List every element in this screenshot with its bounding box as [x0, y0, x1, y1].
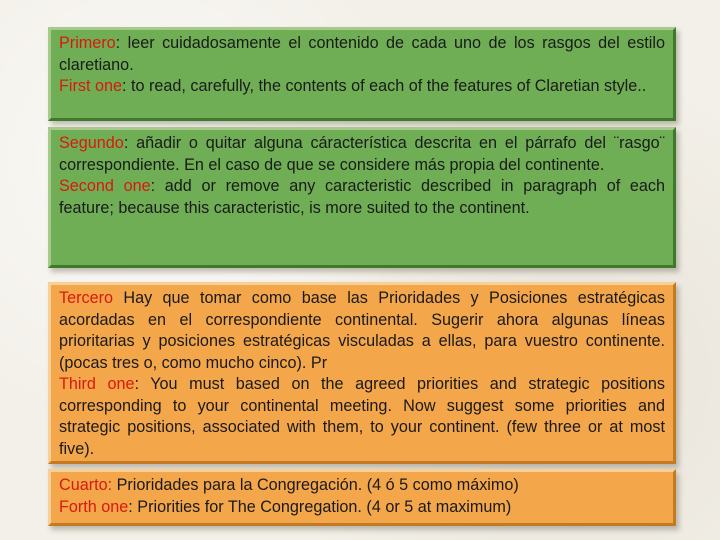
paragraph-spanish: [59, 133, 665, 176]
step-box-first: [48, 27, 676, 121]
paragraph-english: [59, 374, 665, 460]
step-text: : add or remove any caracteristic described in paragraph of each feature; because this caracteristic, is more suited to the continent.: [59, 177, 665, 217]
step-box-third: [48, 282, 676, 464]
step-text: Prioridades para la Congregación. (4 ó 5 como máximo): [112, 476, 519, 494]
paragraph-english: [59, 176, 665, 219]
step-box-second: [48, 127, 676, 268]
step-text: Hay que tomar como base las Prioridades y Posiciones estratégicas acordadas en el correspondiente continental. Sugerir ahora algunas líneas prioritarias y posiciones estratégicas visculadas a ellas, para vuestro continente. (pocas tres o, como mucho cinco). Pr: [59, 289, 665, 372]
step-text: : You must based on the agreed priorities and strategic positions corresponding to your continental meeting. Now suggest some priorities and strategic positions, associated with them, to your continent. (few three or at most five).: [59, 375, 665, 458]
step-label: Forth one: [59, 497, 129, 516]
step-text: : leer cuidadosamente el contenido de cada uno de los rasgos del estilo claretiano.: [59, 34, 665, 74]
paragraph-spanish: [59, 475, 665, 497]
step-label: Cuarto:: [59, 476, 113, 494]
step-text: : añadir o quitar alguna cáracterística descrita en el párrafo del ¨rasgo¨ correspondiente. En el caso de que se considere más propia del continente.: [59, 134, 665, 174]
paragraph-spanish: [59, 33, 665, 76]
step-label: Third one: [59, 375, 135, 393]
step-label: First one: [59, 77, 122, 95]
step-box-fourth: [48, 469, 676, 526]
paragraph-spanish: [59, 288, 665, 374]
step-label: Segundo: [59, 134, 124, 152]
step-text: : Priorities for The Congregation. (4 or 5 at maximum): [128, 497, 512, 516]
step-label: Second one: [59, 177, 151, 195]
paragraph-english: [59, 497, 665, 519]
step-label: Primero: [59, 34, 116, 52]
step-text: : to read, carefully, the contents of each of the features of Claretian style..: [121, 77, 647, 95]
paragraph-english: [59, 76, 665, 98]
step-label: Tercero: [59, 289, 113, 307]
